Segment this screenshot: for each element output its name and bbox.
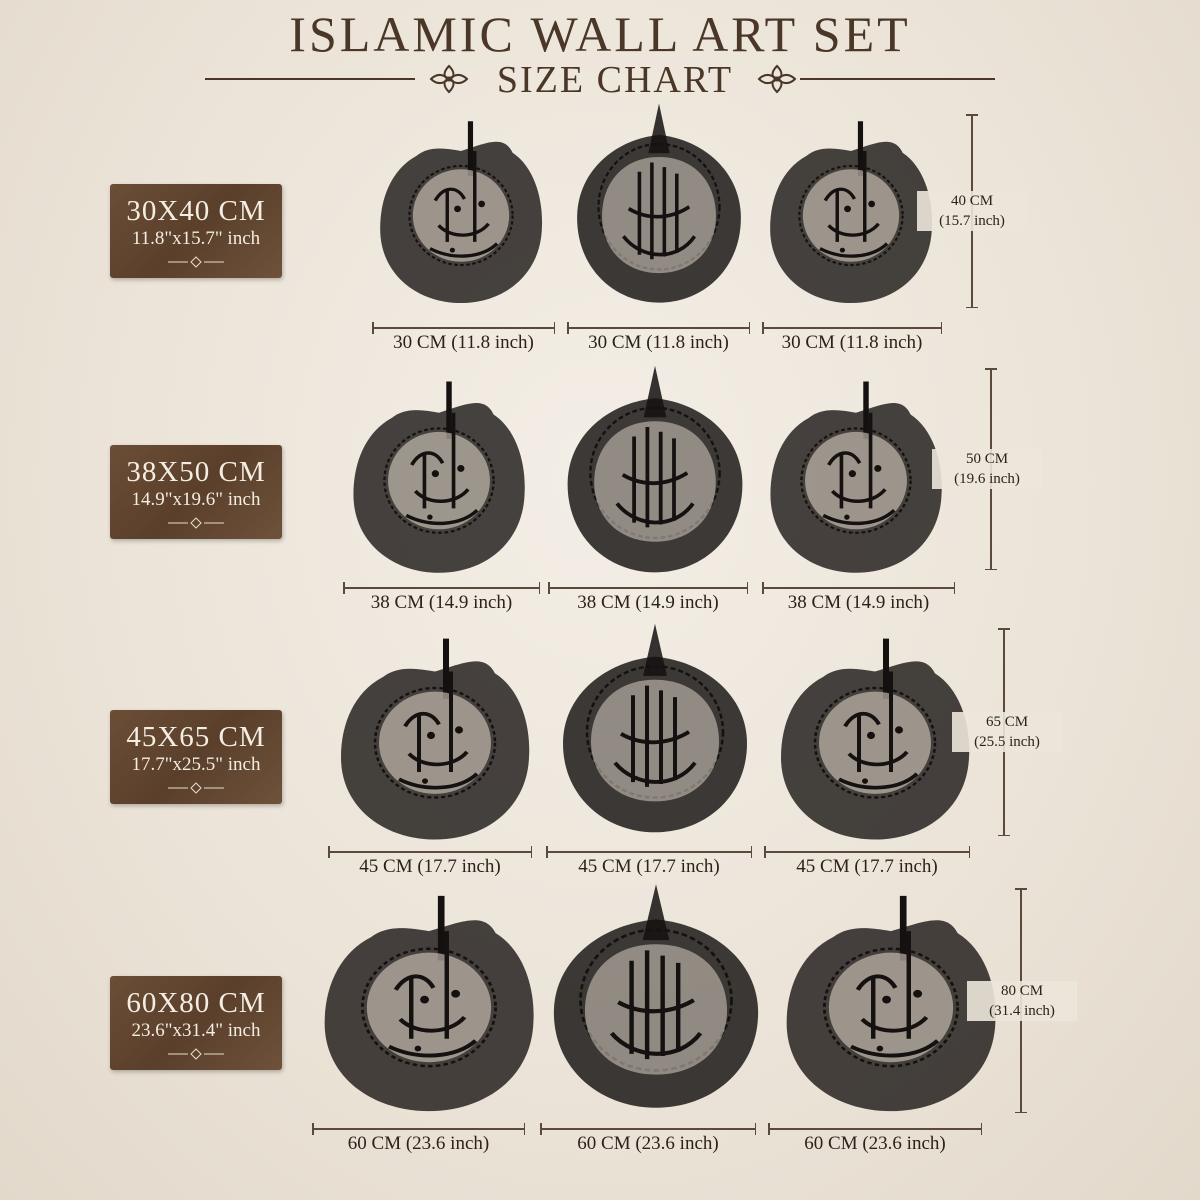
surah-nas-style-calligraphy-icon — [765, 118, 937, 308]
height-cm-label: 65 CM — [985, 714, 1029, 730]
height-cm-label: 80 CM — [1000, 982, 1044, 999]
size-cm-label: 30X40 CM — [126, 195, 266, 227]
width-label: 30 CM (11.8 inch) — [588, 332, 729, 353]
height-inch-label: (15.7 inch) — [939, 213, 1005, 229]
height-label — [952, 712, 1062, 752]
surah-nas-style-calligraphy-icon — [775, 635, 975, 845]
allah-minaret-calligraphy-icon — [545, 878, 767, 1116]
height-label — [932, 449, 1042, 489]
ornament-divider-icon — [166, 782, 226, 794]
width-label: 45 CM (17.7 inch) — [796, 856, 938, 877]
ayatul-kursi-style-calligraphy-icon — [375, 118, 547, 308]
divider-line-left — [205, 78, 415, 80]
size-inch-label: 17.7"x25.5" inch — [131, 754, 261, 775]
allah-minaret-calligraphy-icon — [560, 360, 750, 580]
width-label: 60 CM (23.6 inch) — [347, 1133, 490, 1154]
surah-nas-style-calligraphy-icon — [765, 378, 947, 578]
height-inch-label: (31.4 inch) — [989, 1002, 1055, 1019]
size-cm-label: 60X80 CM — [126, 987, 266, 1019]
width-label: 38 CM (14.9 inch) — [577, 592, 719, 613]
allah-minaret-calligraphy-icon — [555, 618, 755, 840]
page-title: ISLAMIC WALL ART SET — [289, 6, 911, 62]
width-label: 60 CM (23.6 inch) — [804, 1133, 946, 1154]
ornament-divider-icon — [166, 1048, 226, 1060]
allah-minaret-calligraphy-icon — [570, 98, 748, 310]
width-label: 60 CM (23.6 inch) — [577, 1133, 719, 1154]
width-label: 30 CM (11.8 inch) — [393, 332, 534, 353]
divider-line-right — [800, 78, 995, 80]
width-label: 45 CM (17.7 inch) — [359, 856, 501, 877]
height-inch-label: (19.6 inch) — [954, 471, 1020, 487]
page-subtitle: SIZE CHART — [496, 59, 734, 101]
ayatul-kursi-style-calligraphy-icon — [335, 635, 535, 845]
width-label: 38 CM (14.9 inch) — [370, 592, 513, 613]
height-cm-label: 40 CM — [950, 193, 994, 209]
width-label: 38 CM (14.9 inch) — [787, 592, 930, 613]
width-label: 45 CM (17.7 inch) — [578, 856, 720, 877]
height-label — [967, 981, 1077, 1021]
ornament-divider-icon — [166, 256, 226, 268]
width-label: 30 CM (11.8 inch) — [781, 332, 923, 353]
size-cm-label: 38X50 CM — [126, 456, 266, 488]
ayatul-kursi-style-calligraphy-icon — [348, 378, 530, 578]
ayatul-kursi-style-calligraphy-icon — [318, 892, 540, 1117]
ornament-divider-icon — [166, 517, 226, 529]
size-label-box — [110, 976, 282, 1070]
size-cm-label: 45X65 CM — [126, 721, 266, 753]
flourish-right-icon — [755, 62, 799, 96]
size-inch-label: 23.6"x31.4" inch — [131, 1020, 261, 1041]
height-inch-label: (25.5 inch) — [974, 734, 1040, 750]
size-inch-label: 14.9"x19.6" inch — [131, 489, 261, 510]
flourish-left-icon — [427, 62, 471, 96]
size-label-box — [110, 184, 282, 278]
size-label-box — [110, 445, 282, 539]
size-label-box — [110, 710, 282, 804]
height-label — [917, 191, 1027, 231]
subtitle-row — [205, 56, 995, 102]
height-cm-label: 50 CM — [965, 451, 1009, 467]
size-inch-label: 11.8"x15.7" inch — [131, 228, 261, 249]
